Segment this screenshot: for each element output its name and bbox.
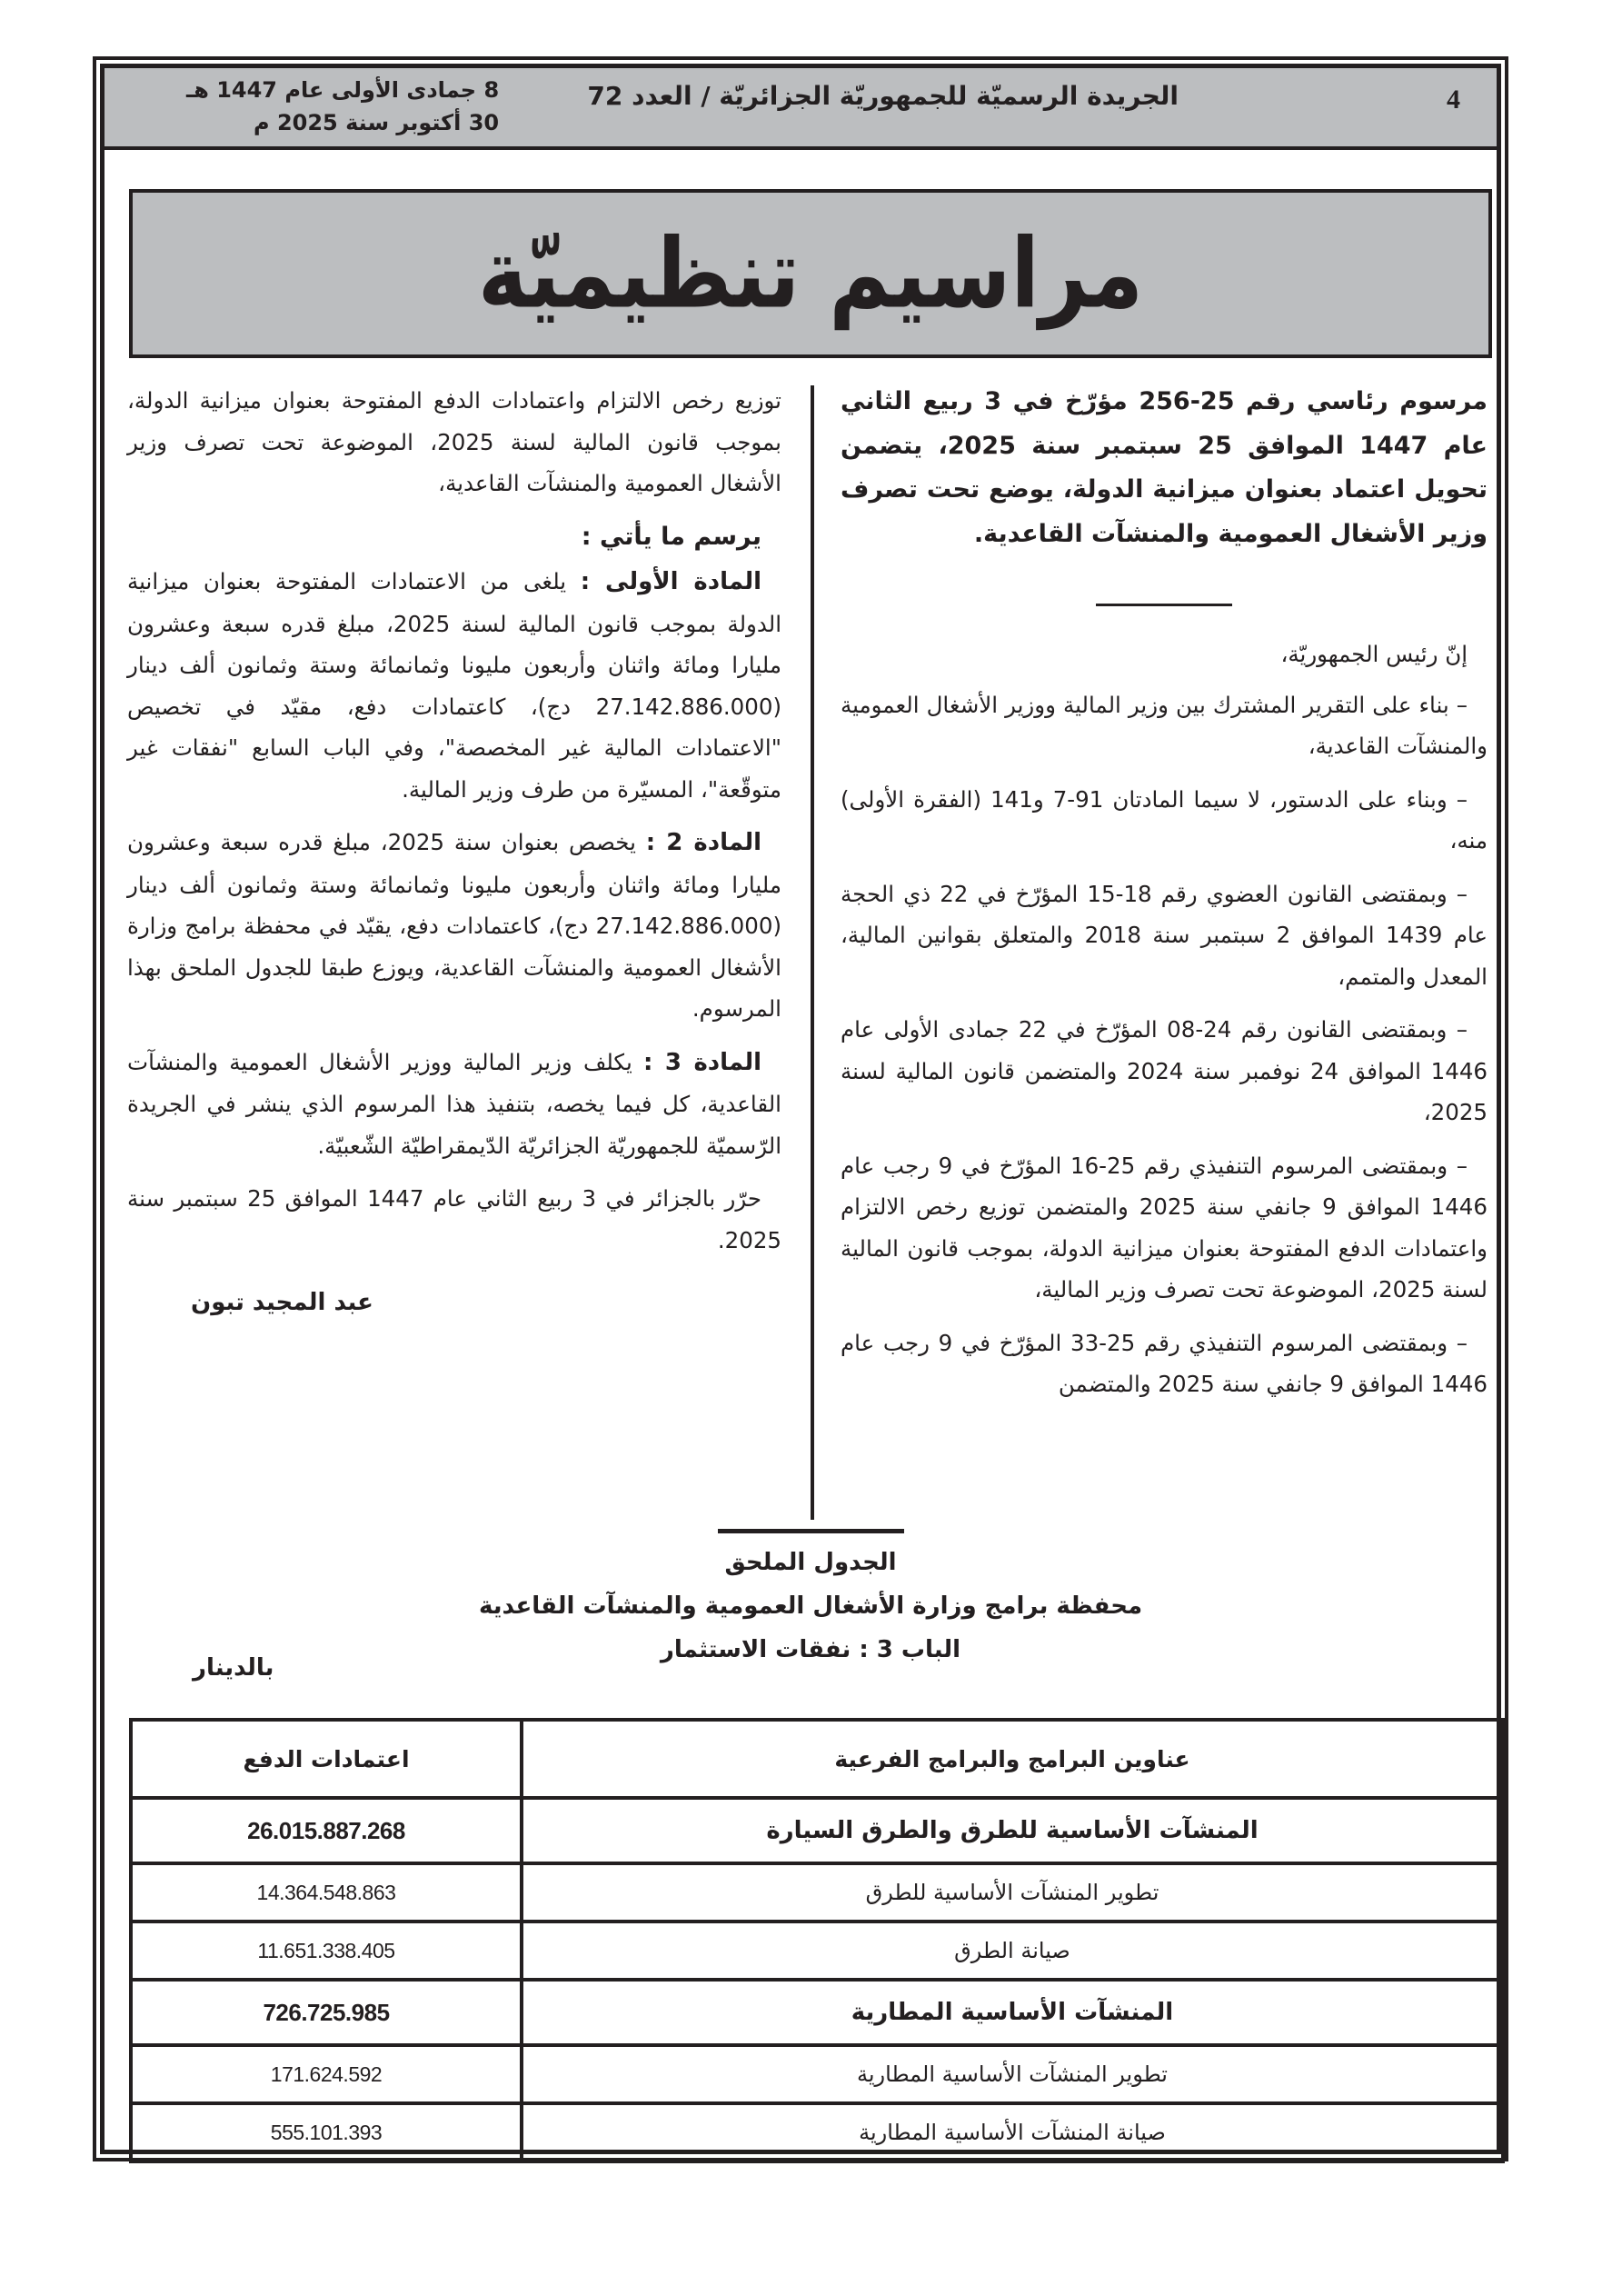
- page-number: 4: [1447, 85, 1460, 115]
- program-cell: صيانة المنشآت الأساسية المطارية: [522, 2103, 1503, 2161]
- gregorian-date: 30 أكتوبر سنة 2025 م: [253, 110, 500, 135]
- article-text: يكلف وزير المالية ووزير الأشغال العمومية والمنشآت القاعدية، كل فيما يخصه، بتنفيذ هذا المرسوم الذي ينشر في الجريدة الرّسميّة للجمهوريّة الجزائريّة الدّيمقراطيّة الشّعبيّة.: [127, 1048, 781, 1159]
- program-cell: صيانة الطرق: [522, 1922, 1503, 1980]
- article-label: المادة 3 :: [643, 1048, 761, 1076]
- annex-portfolio: محفظة برامج وزارة الأشغال العمومية والمنشآت القاعدية: [478, 1592, 1143, 1620]
- amount-cell: 555.101.393: [131, 2103, 522, 2161]
- recital-continued: توزيع رخص الالتزام واعتمادات الدفع المفتوحة بعنوان ميزانية الدولة، بموجب قانون المالية لسنة 2025، الموضوعة تحت تصرف وزير الأشغال العمومية والمنشآت القاعدية،: [127, 387, 781, 496]
- done-at: حرّر بالجزائر في 3 ربيع الثاني عام 1447 الموافق 25 سبتمبر سنة 2025.: [127, 1185, 781, 1253]
- currency-unit: بالدينار: [193, 1654, 274, 1682]
- table-row: [131, 2045, 1503, 2103]
- article-2: [127, 822, 781, 1030]
- article-text: يلغى من الاعتمادات المفتوحة بعنوان ميزانية الدولة بموجب قانون المالية لسنة 2025، مبلغ قدره سبعة وعشرون مليارا ومائة واثنان وأربعون مليونا وثمانمائة وستة وثمانون ألف دينار (27.142.886.000 دج)، كاعتمادات دفع، مقيّد في تخصيص "الاعتمادات المالية غير المخصصة"، وفي الباب السابع "نفقات غير متوقّعة"، المسيّرة من طرف وزير المالية.: [127, 568, 782, 803]
- decrees-heading: يرسم ما يأتي :: [581, 522, 761, 551]
- header-payment-credits: اعتمادات الدفع: [131, 1720, 522, 1798]
- recital: – بناء على التقرير المشترك بين وزير المالية ووزير الأشغال العمومية والمنشآت القاعدية،: [841, 691, 1488, 759]
- table-row: [131, 1798, 1503, 1863]
- column-right: [841, 380, 1488, 1417]
- issue-date: [186, 74, 499, 139]
- program-cell: المنشآت الأساسية المطارية: [522, 1980, 1503, 2045]
- article-1: [127, 561, 781, 810]
- table-row: [131, 1863, 1503, 1922]
- column-left: [127, 380, 781, 1324]
- hijri-date: 8 جمادى الأولى عام 1447 هـ: [186, 77, 500, 103]
- annex-separator: [718, 1529, 904, 1533]
- recital: – وبمقتضى القانون رقم 24-08 المؤرّخ في 22 جمادى الأولى عام 1446 الموافق 24 نوفمبر سنة 2024 والمتضمن قانون المالية لسنة 2025،: [841, 1016, 1488, 1125]
- program-cell: المنشآت الأساسية للطرق والطرق السيارة: [522, 1798, 1503, 1863]
- decree-title: مرسوم رئاسي رقم 25-256 مؤرّخ في 3 ربيع الثاني عام 1447 الموافق 25 سبتمبر سنة 2025، يتضمن تحويل اعتماد بعنوان ميزانية الدولة، يوضع تحت تصرف وزير الأشغال العمومية والمنشآت القاعدية.: [841, 387, 1488, 548]
- amount-cell: 171.624.592: [131, 2045, 522, 2103]
- amount-cell: 26.015.887.268: [131, 1798, 522, 1863]
- amount-cell: 14.364.548.863: [131, 1863, 522, 1922]
- section-title: مراسيم تنظيميّة: [477, 217, 1144, 330]
- column-divider: [811, 385, 814, 1520]
- article-label: المادة 2 :: [645, 829, 761, 856]
- table-header-row: [131, 1720, 1503, 1798]
- section-banner: [129, 189, 1492, 358]
- gazette-title: الجريدة الرسميّة للجمهوريّة الجزائريّة / العدد 72: [587, 81, 1179, 111]
- header-programs: عناوين البرامج والبرامج الفرعية: [522, 1720, 1503, 1798]
- decree-opening: إنّ رئيس الجمهوريّة،: [1280, 641, 1468, 667]
- article-text: يخصص بعنوان سنة 2025، مبلغ قدره سبعة وعشرون مليارا ومائة واثنان وأربعون مليونا وثمانمائة وستة وثمانون ألف دينار (27.142.886.000 دج)، كاعتمادات دفع، يقيّد في محفظة برامج وزارة الأشغال العمومية والمنشآت القاعدية، ويوزع طبقا للجدول الملحق بهذا المرسوم.: [127, 829, 781, 1022]
- recital: – وبمقتضى المرسوم التنفيذي رقم 25-16 المؤرّخ في 9 رجب عام 1446 الموافق 9 جانفي سنة 2025 والمتضمن توزيع رخص الالتزام واعتمادات الدفع المفتوحة بعنوان ميزانية الدولة، بموجب قانون المالية لسنة 2025، الموضوعة تحت تصرف وزير المالية،: [841, 1152, 1488, 1303]
- annex-chapter: الباب 3 : نفقات الاستثمار: [660, 1636, 961, 1663]
- article-3: [127, 1042, 781, 1167]
- gazette-header: [104, 68, 1497, 150]
- table-row: [131, 2103, 1503, 2161]
- signature: عبد المجيد تبون: [191, 1289, 373, 1316]
- table-row: [131, 1922, 1503, 1980]
- table-row: [131, 1980, 1503, 2045]
- recital: – وبمقتضى القانون العضوي رقم 18-15 المؤرّخ في 22 ذي الحجة عام 1439 الموافق 2 سبتمبر سنة 2018 والمتعلق بقوانين المالية، المعدل والمتمم،: [841, 880, 1488, 990]
- amount-cell: 11.651.338.405: [131, 1922, 522, 1980]
- amount-cell: 726.725.985: [131, 1980, 522, 2045]
- article-label: المادة الأولى :: [580, 568, 761, 595]
- program-cell: تطوير المنشآت الأساسية المطارية: [522, 2045, 1503, 2103]
- annex-table: [129, 1718, 1505, 2163]
- annex-title: الجدول الملحق: [724, 1549, 897, 1576]
- title-separator: [1096, 604, 1232, 606]
- recital: – وبناء على الدستور، لا سيما المادتان 91-7 و141 (الفقرة الأولى) منه،: [841, 785, 1488, 854]
- recital: – وبمقتضى المرسوم التنفيذي رقم 25-33 المؤرّخ في 9 رجب عام 1446 الموافق 9 جانفي سنة 2025 والمتضمن: [841, 1329, 1488, 1397]
- program-cell: تطوير المنشآت الأساسية للطرق: [522, 1863, 1503, 1922]
